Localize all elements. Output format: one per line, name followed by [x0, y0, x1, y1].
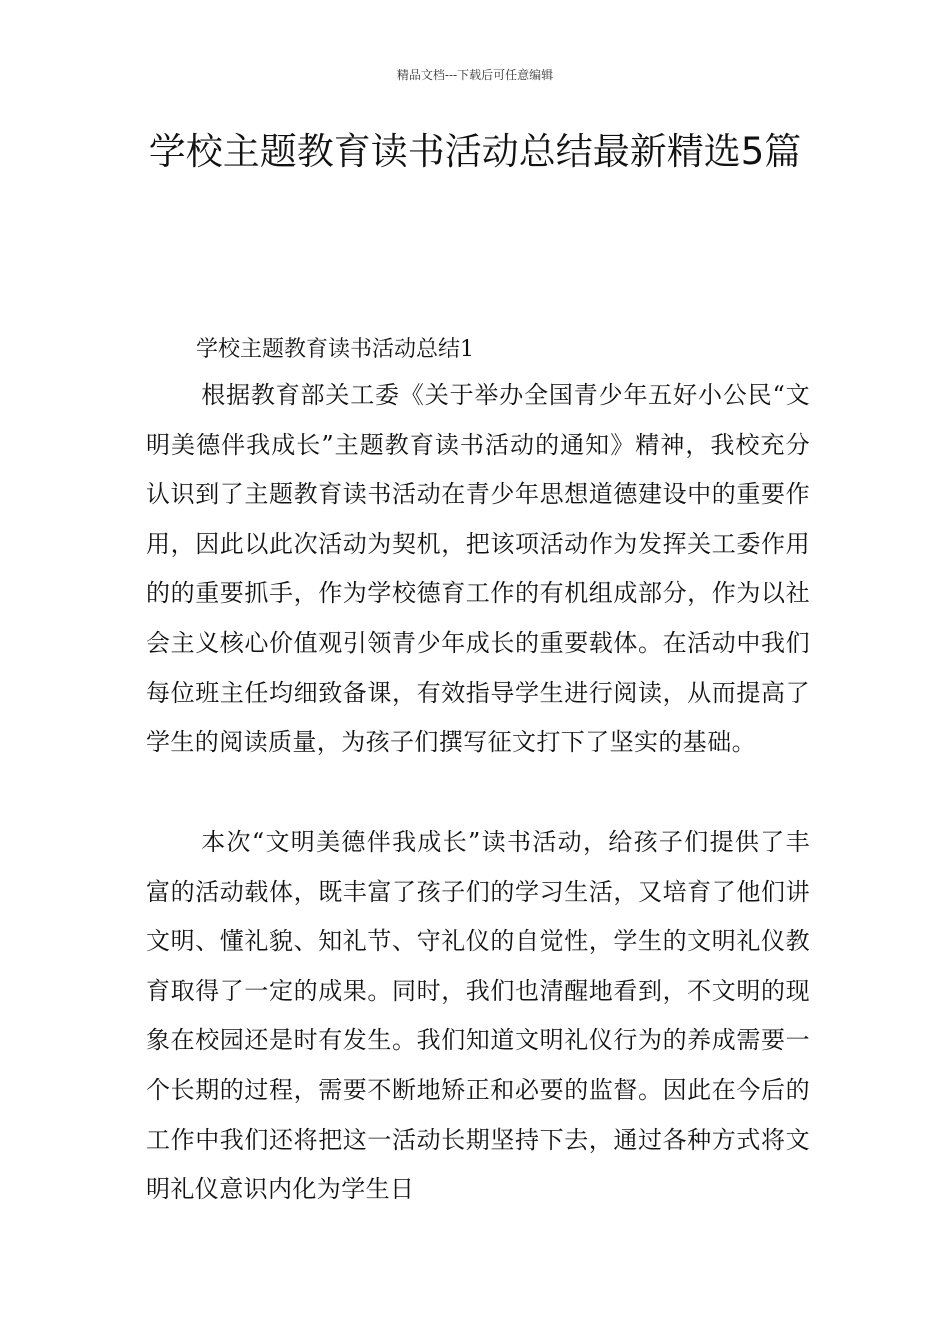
header-note: 精品文档---下载后可任意编辑	[396, 68, 554, 82]
section-heading: 学校主题教育读书活动总结1	[196, 337, 474, 362]
paragraph-1: 根据教育部关工委《关于举办全国青少年五好小公民“文明美德伴我成长”主题教育读书活动的通知》精神，我校充分认识到了主题教育读书活动在青少年思想道德建设中的重要作用，因此以此次活动为契机，把该项活动作为发挥关工委作用的的重要抓手，作为学校德育工作的有机组成部分，作为以社会主义核心价值观引领青少年成长的重要载体。在活动中我们每位班主任均细致备课，有效指导学生进行阅读，从而提高了学生的阅读质量，为孩子们撰写征文打下了坚实的基础。	[146, 381, 810, 757]
paragraph-2: 本次“文明美德伴我成长”读书活动，给孩子们提供了丰富的活动载体，既丰富了孩子们的学习生活，又培育了他们讲文明、懂礼貌、知礼节、守礼仪的自觉性，学生的文明礼仪教育取得了一定的成果。同时，我们也清醒地看到，不文明的现象在校园还是时有发生。我们知道文明礼仪行为的养成需要一个长期的过程，需要不断地矫正和必要的监督。因此在今后的工作中我们还将把这一活动长期坚持下去，通过各种方式将文明礼仪意识内化为学生日	[146, 828, 810, 1204]
document-title: 学校主题教育读书活动总结最新精选5篇	[148, 130, 802, 173]
